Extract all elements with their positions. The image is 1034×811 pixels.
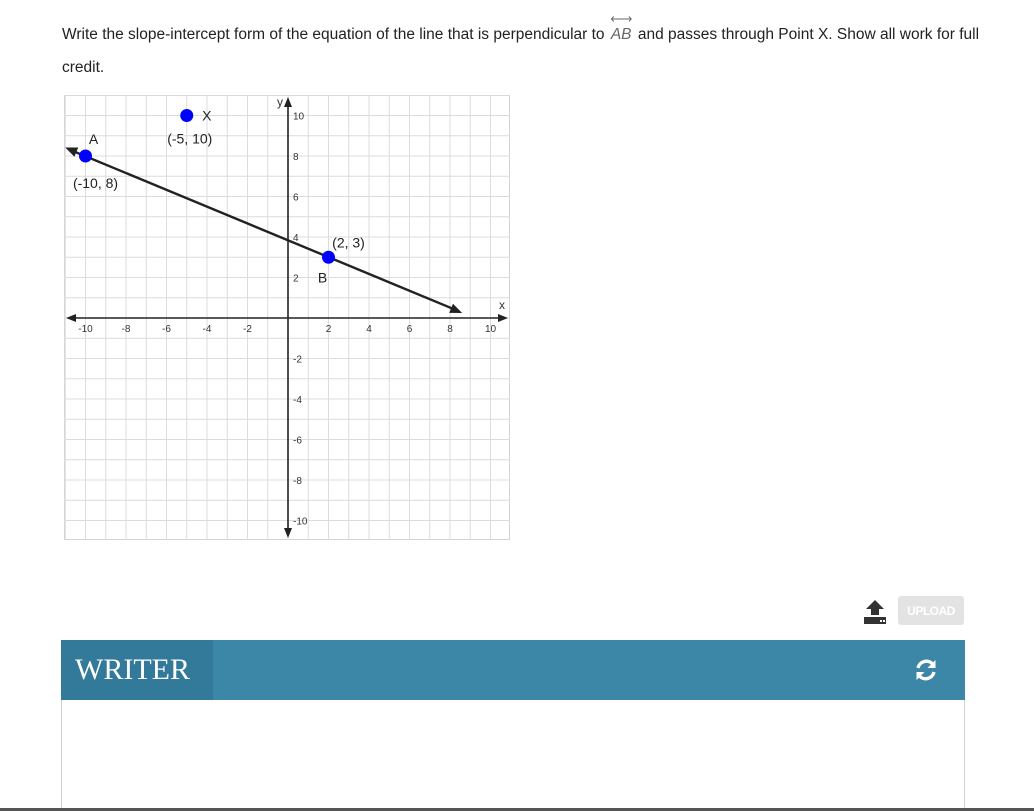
upload-icon[interactable] bbox=[861, 598, 889, 626]
x-tick-label: 2 bbox=[325, 324, 332, 335]
writer-header bbox=[61, 640, 965, 700]
y-tick-label: -2 bbox=[293, 354, 302, 366]
y-tick-label: 8 bbox=[293, 152, 299, 163]
x-tick-label: -6 bbox=[162, 324, 171, 335]
point-a-label: A bbox=[88, 131, 99, 147]
y-tick-label: 10 bbox=[293, 111, 305, 123]
x-tick-label: 4 bbox=[366, 324, 372, 335]
x-tick-label: 6 bbox=[406, 324, 413, 335]
x-tick-label: -8 bbox=[121, 324, 131, 335]
y-tick-label: -8 bbox=[293, 476, 302, 487]
graph-svg bbox=[64, 95, 510, 540]
point-x-label: X bbox=[202, 107, 212, 124]
point-x-dot bbox=[180, 109, 193, 122]
upload-button[interactable]: UPLOAD bbox=[898, 596, 964, 625]
point-x-coordinates: (-5, 10) bbox=[167, 130, 213, 147]
point-b-dot bbox=[322, 251, 335, 264]
point-b-coordinates: (2, 3) bbox=[332, 234, 365, 251]
y-tick-label: -6 bbox=[293, 435, 302, 447]
y-axis-label: y bbox=[277, 95, 283, 109]
point-a-coordinates: (-10, 8) bbox=[72, 175, 119, 191]
line-ab-notation bbox=[611, 18, 632, 51]
y-tick-label: 4 bbox=[293, 233, 299, 244]
question-text-before: Write the slope-intercept form of the equation of the line that is perpendicular to bbox=[62, 26, 605, 43]
refresh-icon[interactable] bbox=[913, 657, 939, 683]
upload-area bbox=[861, 595, 965, 627]
y-tick-label: 2 bbox=[293, 273, 299, 285]
question-text bbox=[62, 18, 982, 84]
x-axis-label: x bbox=[499, 298, 505, 312]
writer-text-area[interactable] bbox=[62, 700, 964, 811]
x-tick-label: -10 bbox=[78, 324, 93, 335]
x-tick-label: -4 bbox=[202, 324, 212, 335]
y-tick-label: 6 bbox=[293, 192, 299, 204]
writer-title: WRITER bbox=[61, 640, 213, 700]
x-tick-label: 10 bbox=[484, 324, 497, 335]
writer-panel bbox=[61, 640, 965, 811]
x-tick-label: -2 bbox=[243, 324, 252, 335]
coordinate-graph bbox=[64, 95, 510, 540]
point-b-label: B bbox=[317, 269, 328, 286]
point-a-dot bbox=[79, 150, 92, 163]
double-arrow-icon bbox=[610, 15, 633, 23]
y-tick-label: -4 bbox=[293, 395, 302, 406]
x-tick-label: 8 bbox=[447, 324, 453, 335]
line-ab-label: AB bbox=[610, 26, 632, 43]
y-tick-label: -10 bbox=[293, 516, 308, 528]
question-text-after: and passes through Point X. Show all work for full credit. bbox=[62, 26, 980, 76]
